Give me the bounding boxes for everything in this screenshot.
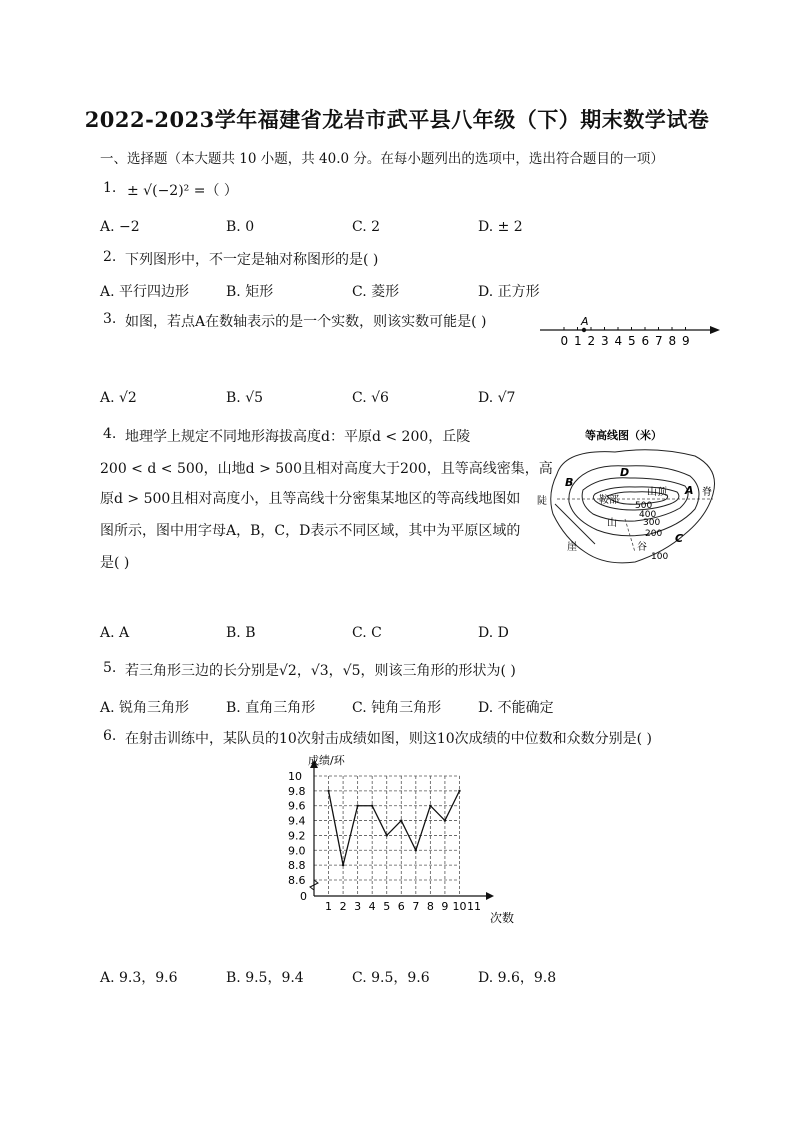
q6-stem: 在射击训练中，某队员的10次射击成绩如图，则这10次成绩的中位数和众数分别是( ) xyxy=(125,731,653,747)
score-point xyxy=(444,819,446,821)
number-line-tick-label: 4 xyxy=(614,334,623,348)
map-elev-500: 500 xyxy=(635,501,653,511)
q4-option-c: C. C xyxy=(352,625,382,641)
map-label-saddle: 鞍部 xyxy=(599,495,619,506)
map-label-a: A xyxy=(685,484,694,497)
q3-number: 3. xyxy=(103,311,117,327)
q4-line-3: 原d > 500且相对高度小，且等高线十分密集某地区的等高线地图如 xyxy=(100,491,521,507)
q6-number: 6. xyxy=(103,728,117,744)
score-point xyxy=(356,805,358,807)
q4-line-2: 200 < d < 500，山地d > 500且相对高度大于200，且等高线密集，高 xyxy=(100,461,553,477)
q2-option-c: C. 菱形 xyxy=(352,284,400,300)
q1-stem: ± √(−2)² =（ ） xyxy=(127,183,238,199)
number-line-tick-label: 8 xyxy=(668,334,677,348)
q3-option-d: D. √7 xyxy=(478,390,516,406)
contour-200 xyxy=(569,466,699,536)
map-label-steep: 陡 xyxy=(537,496,547,507)
y-tick-label: 9.8 xyxy=(288,784,306,798)
q1-number: 1. xyxy=(103,180,117,196)
number-line-tick-label: 9 xyxy=(682,334,690,348)
q2-number: 2. xyxy=(103,249,117,265)
number-line-arrow xyxy=(710,326,720,334)
map-label-cliff: 崖 xyxy=(567,542,577,553)
score-point xyxy=(400,819,402,821)
chart-ticks xyxy=(288,770,481,913)
q3-stem: 如图，若点A在数轴表示的是一个实数，则该实数可能是( ) xyxy=(125,314,487,330)
origin-label: 0 xyxy=(300,890,307,903)
q1-option-d: D. ± 2 xyxy=(478,219,523,235)
score-point xyxy=(327,790,329,792)
score-series-line xyxy=(329,791,460,865)
number-line-tick-label: 0 xyxy=(560,334,569,348)
x-axis-label: 次数 xyxy=(490,911,515,925)
number-line-tick-label: 5 xyxy=(628,334,636,348)
section-heading: 一、选择题（本大题共 10 小题，共 40.0 分。在每小题列出的选项中，选出符合题目的一项） xyxy=(100,151,664,167)
y-tick-label: 10 xyxy=(288,770,302,783)
x-axis-arrow xyxy=(486,892,494,900)
q5-option-b: B. 直角三角形 xyxy=(226,700,316,716)
q2-option-a: A. 平行四边形 xyxy=(100,284,190,300)
map-elev-200: 200 xyxy=(645,529,663,539)
q6-option-d: D. 9.6，9.8 xyxy=(478,970,557,986)
y-tick-label: 9.6 xyxy=(288,799,306,813)
map-label-summit: 山顶 xyxy=(647,487,667,498)
q4-option-b: B. B xyxy=(226,625,256,641)
score-point xyxy=(415,849,417,851)
q3-option-c: C. √6 xyxy=(352,390,389,406)
page-title: 2022-2023学年福建省龙岩市武平县八年级（下）期末数学试卷 xyxy=(84,107,710,132)
score-point xyxy=(371,805,373,807)
y-tick-label: 8.6 xyxy=(288,874,306,887)
contour-300 xyxy=(582,478,688,521)
x-tick-label: 1 xyxy=(325,900,333,913)
y-axis-label: 成绩/环 xyxy=(308,754,345,767)
q6-option-c: C. 9.5，9.6 xyxy=(352,970,430,986)
map-elev-100: 100 xyxy=(651,552,669,562)
q1-option-b: B. 0 xyxy=(226,219,255,235)
number-line-figure xyxy=(534,312,724,352)
number-line-tick-label: 2 xyxy=(587,334,596,348)
y-tick-label: 8.8 xyxy=(288,859,306,873)
number-line-tick-label: 1 xyxy=(574,334,582,348)
q5-number: 5. xyxy=(103,660,117,676)
map-label-ridge: 脊 xyxy=(702,487,712,498)
contour-map-title: 等高线图（米） xyxy=(585,429,662,442)
q1-option-c: C. 2 xyxy=(352,219,381,235)
cliff-line xyxy=(555,504,595,544)
score-point xyxy=(458,790,460,792)
y-tick-label: 9.2 xyxy=(288,829,306,843)
q6-option-a: A. 9.3，9.6 xyxy=(100,970,178,986)
q4-option-a: A. A xyxy=(100,625,130,641)
q2-option-b: B. 矩形 xyxy=(226,284,274,300)
q5-option-d: D. 不能确定 xyxy=(478,700,554,716)
q4-line-5: 是( ) xyxy=(100,555,130,571)
number-line-tick-label: 7 xyxy=(655,334,663,348)
q4-line-4: 图所示，图中用字母A，B，C，D表示不同区域，其中为平原区域的 xyxy=(100,523,521,539)
q4-option-d: D. D xyxy=(478,625,509,641)
y-tick-label: 9.4 xyxy=(288,814,306,828)
number-line-tick-label: 3 xyxy=(601,334,609,348)
x-tick-label: 11 xyxy=(467,900,481,913)
x-tick-label: 7 xyxy=(412,900,420,913)
x-tick-label: 10 xyxy=(452,900,467,913)
map-label-valley: 谷 xyxy=(637,542,647,553)
map-label-mountain: 山 xyxy=(607,518,617,529)
q5-option-c: C. 钝角三角形 xyxy=(352,700,442,716)
q2-option-d: D. 正方形 xyxy=(478,284,540,300)
point-a-marker xyxy=(582,328,586,332)
x-tick-label: 9 xyxy=(441,900,449,913)
q3-option-b: B. √5 xyxy=(226,390,264,406)
y-tick-label: 9.0 xyxy=(288,844,306,858)
map-label-b: B xyxy=(565,476,574,489)
map-label-d: D xyxy=(620,466,630,479)
map-elev-300: 300 xyxy=(643,518,661,528)
chart-axes xyxy=(310,760,494,900)
point-a-label: A xyxy=(581,315,589,328)
q6-option-b: B. 9.5，9.4 xyxy=(226,970,304,986)
q2-stem: 下列图形中，不一定是轴对称图形的是( ) xyxy=(125,252,379,268)
x-tick-label: 2 xyxy=(339,900,347,913)
q5-stem: 若三角形三边的长分别是√2，√3，√5，则该三角形的形状为( ) xyxy=(125,663,516,679)
q4-line-1: 地理学上规定不同地形海拔高度d：平原d < 200，丘陵 xyxy=(125,429,471,445)
x-tick-label: 3 xyxy=(354,900,362,913)
x-tick-label: 6 xyxy=(397,900,405,913)
q1-option-a: A. −2 xyxy=(100,219,140,235)
q4-number: 4. xyxy=(103,426,117,442)
x-tick-label: 5 xyxy=(383,900,391,913)
map-label-c: C xyxy=(675,532,684,545)
x-tick-label: 8 xyxy=(426,900,434,913)
score-point xyxy=(386,834,388,836)
q3-option-a: A. √2 xyxy=(100,390,137,406)
map-elev-400: 400 xyxy=(639,510,657,520)
score-line-chart xyxy=(280,750,525,930)
q5-option-a: A. 锐角三角形 xyxy=(100,700,190,716)
number-line-tick-label: 6 xyxy=(641,334,650,348)
score-point xyxy=(342,864,344,866)
score-point xyxy=(429,805,431,807)
x-tick-label: 4 xyxy=(368,900,376,913)
contour-map-figure xyxy=(535,424,730,572)
